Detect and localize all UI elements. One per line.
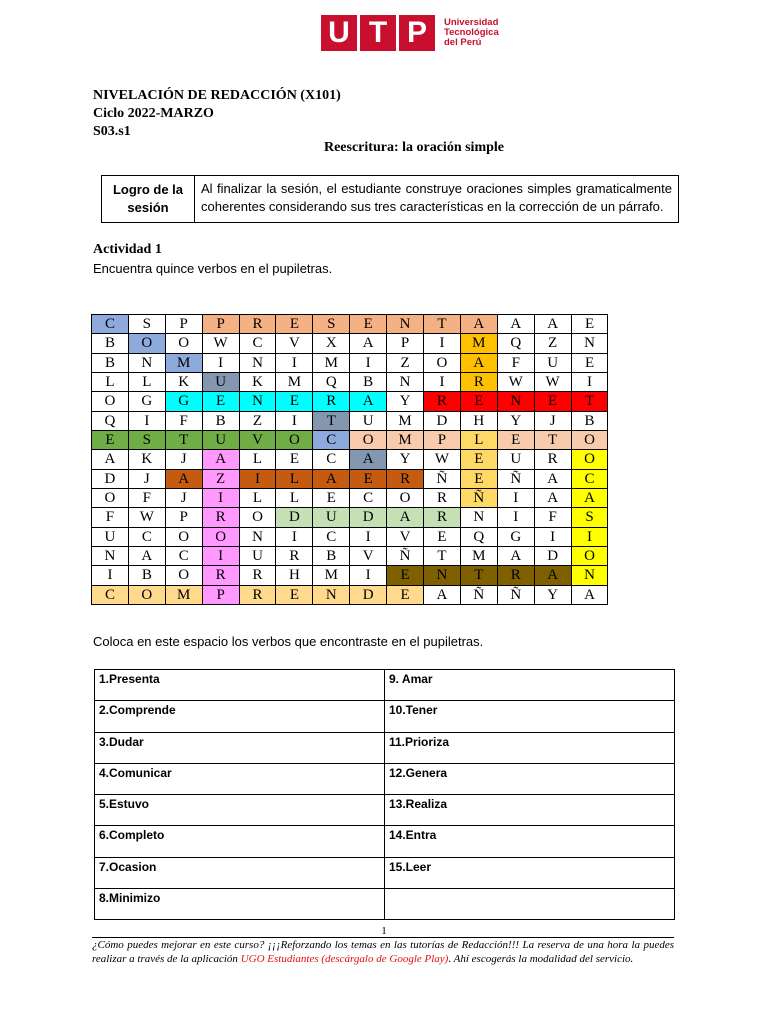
grid-cell: V bbox=[387, 527, 424, 546]
grid-cell: Z bbox=[534, 334, 571, 353]
verb-cell: 7.Ocasion bbox=[95, 857, 385, 888]
grid-cell: T bbox=[534, 430, 571, 449]
verb-cell: 4.Comunicar bbox=[95, 763, 385, 794]
grid-cell: R bbox=[424, 488, 461, 507]
grid-cell: A bbox=[497, 546, 534, 565]
grid-row bbox=[92, 585, 608, 604]
cycle-label: Ciclo 2022-MARZO bbox=[93, 106, 214, 121]
verb-cell: 6.Completo bbox=[95, 826, 385, 857]
verbs-row bbox=[95, 857, 675, 888]
grid-cell: E bbox=[202, 392, 239, 411]
grid-cell: D bbox=[534, 546, 571, 565]
grid-cell: E bbox=[350, 315, 387, 334]
grid-cell: A bbox=[202, 450, 239, 469]
grid-cell: I bbox=[202, 546, 239, 565]
grid-cell: H bbox=[276, 566, 313, 585]
grid-cell: Y bbox=[387, 450, 424, 469]
verbs-row bbox=[95, 826, 675, 857]
grid-cell: A bbox=[534, 315, 571, 334]
grid-cell: U bbox=[239, 546, 276, 565]
grid-cell: A bbox=[387, 508, 424, 527]
grid-cell: O bbox=[202, 527, 239, 546]
grid-cell: C bbox=[92, 585, 129, 604]
grid-cell: R bbox=[276, 546, 313, 565]
grid-cell: X bbox=[313, 334, 350, 353]
grid-cell: E bbox=[571, 315, 608, 334]
grid-cell: I bbox=[92, 566, 129, 585]
grid-cell: O bbox=[571, 450, 608, 469]
document-header bbox=[93, 87, 341, 141]
grid-cell: C bbox=[313, 430, 350, 449]
grid-cell: A bbox=[350, 334, 387, 353]
grid-cell: L bbox=[239, 488, 276, 507]
grid-cell: L bbox=[276, 488, 313, 507]
grid-cell: R bbox=[313, 392, 350, 411]
grid-row bbox=[92, 334, 608, 353]
ugo-app-link[interactable]: UGO Estudiantes (descárgalo de Google Play) bbox=[240, 952, 449, 965]
grid-cell: I bbox=[571, 372, 608, 391]
grid-cell: F bbox=[165, 411, 202, 430]
grid-cell: O bbox=[92, 488, 129, 507]
grid-cell: N bbox=[424, 566, 461, 585]
grid-cell: I bbox=[497, 508, 534, 527]
grid-cell: E bbox=[276, 450, 313, 469]
grid-cell: A bbox=[460, 353, 497, 372]
verbs-row bbox=[95, 701, 675, 732]
grid-cell: B bbox=[313, 546, 350, 565]
grid-cell: Z bbox=[202, 469, 239, 488]
grid-cell: C bbox=[313, 527, 350, 546]
grid-cell: O bbox=[571, 430, 608, 449]
grid-cell: U bbox=[202, 430, 239, 449]
grid-cell: U bbox=[350, 411, 387, 430]
grid-row bbox=[92, 546, 608, 565]
grid-cell: T bbox=[424, 546, 461, 565]
grid-cell: T bbox=[460, 566, 497, 585]
grid-cell: A bbox=[313, 469, 350, 488]
grid-cell: I bbox=[571, 527, 608, 546]
grid-cell: L bbox=[92, 372, 129, 391]
grid-cell: S bbox=[128, 315, 165, 334]
grid-cell: M bbox=[165, 353, 202, 372]
grid-row bbox=[92, 372, 608, 391]
grid-cell: D bbox=[92, 469, 129, 488]
grid-cell: M bbox=[460, 546, 497, 565]
verb-cell: 1.Presenta bbox=[95, 670, 385, 701]
grid-cell: M bbox=[313, 353, 350, 372]
logo-letter-u: U bbox=[321, 15, 357, 51]
verbs-row bbox=[95, 889, 675, 920]
grid-cell: J bbox=[534, 411, 571, 430]
verbs-table bbox=[94, 669, 675, 920]
grid-cell: A bbox=[460, 315, 497, 334]
grid-cell: T bbox=[165, 430, 202, 449]
grid-cell: P bbox=[424, 430, 461, 449]
grid-cell: B bbox=[202, 411, 239, 430]
grid-row bbox=[92, 527, 608, 546]
verbs-row bbox=[95, 670, 675, 701]
grid-cell: E bbox=[460, 392, 497, 411]
grid-cell: Q bbox=[313, 372, 350, 391]
grid-cell: T bbox=[571, 392, 608, 411]
grid-cell: C bbox=[350, 488, 387, 507]
grid-cell: D bbox=[424, 411, 461, 430]
grid-cell: W bbox=[534, 372, 571, 391]
grid-cell: O bbox=[350, 430, 387, 449]
grid-cell: W bbox=[128, 508, 165, 527]
grid-cell: I bbox=[497, 488, 534, 507]
grid-cell: I bbox=[350, 566, 387, 585]
grid-cell: Q bbox=[497, 334, 534, 353]
grid-cell: E bbox=[497, 430, 534, 449]
grid-cell: E bbox=[350, 469, 387, 488]
verbs-row bbox=[95, 795, 675, 826]
grid-cell: O bbox=[387, 488, 424, 507]
grid-cell: F bbox=[92, 508, 129, 527]
grid-cell: Ñ bbox=[497, 585, 534, 604]
grid-cell: I bbox=[534, 527, 571, 546]
grid-cell: T bbox=[424, 315, 461, 334]
grid-cell: S bbox=[571, 508, 608, 527]
grid-cell: M bbox=[165, 585, 202, 604]
word-search-grid bbox=[91, 314, 608, 605]
grid-row bbox=[92, 315, 608, 334]
grid-cell: I bbox=[424, 372, 461, 391]
utp-logo bbox=[321, 14, 499, 52]
page-number: 1 bbox=[381, 925, 387, 937]
grid-row bbox=[92, 508, 608, 527]
grid-cell: R bbox=[497, 566, 534, 585]
grid-cell: U bbox=[497, 450, 534, 469]
grid-cell: W bbox=[497, 372, 534, 391]
verb-cell: 5.Estuvo bbox=[95, 795, 385, 826]
grid-cell: Ñ bbox=[387, 546, 424, 565]
grid-cell: E bbox=[424, 527, 461, 546]
grid-cell: Ñ bbox=[460, 488, 497, 507]
grid-cell: R bbox=[534, 450, 571, 469]
grid-cell: N bbox=[128, 353, 165, 372]
activity-instruction: Encuentra quince verbos en el pupiletras. bbox=[93, 261, 333, 276]
grid-cell: L bbox=[239, 450, 276, 469]
grid-cell: A bbox=[92, 450, 129, 469]
grid-cell: A bbox=[350, 392, 387, 411]
grid-cell: D bbox=[350, 585, 387, 604]
grid-cell: N bbox=[239, 353, 276, 372]
grid-cell: O bbox=[165, 527, 202, 546]
grid-cell: W bbox=[202, 334, 239, 353]
grid-row bbox=[92, 411, 608, 430]
grid-cell: B bbox=[92, 353, 129, 372]
grid-cell: I bbox=[239, 469, 276, 488]
verb-cell: 8.Minimizo bbox=[95, 889, 385, 920]
logro-label: Logro de la sesión bbox=[102, 176, 195, 222]
grid-cell: O bbox=[424, 353, 461, 372]
verb-cell: 3.Dudar bbox=[95, 732, 385, 763]
grid-cell: P bbox=[165, 315, 202, 334]
grid-cell: L bbox=[276, 469, 313, 488]
grid-cell: M bbox=[387, 430, 424, 449]
grid-cell: Ñ bbox=[497, 469, 534, 488]
grid-cell: C bbox=[128, 527, 165, 546]
grid-cell: N bbox=[387, 315, 424, 334]
verb-cell: 13.Realiza bbox=[385, 795, 675, 826]
grid-cell: I bbox=[424, 334, 461, 353]
verb-cell: 2.Comprende bbox=[95, 701, 385, 732]
grid-cell: U bbox=[313, 508, 350, 527]
grid-cell: U bbox=[202, 372, 239, 391]
grid-cell: I bbox=[350, 353, 387, 372]
grid-cell: O bbox=[128, 585, 165, 604]
grid-cell: W bbox=[424, 450, 461, 469]
grid-cell: V bbox=[239, 430, 276, 449]
logo-letter-t: T bbox=[360, 15, 396, 51]
grid-cell: J bbox=[165, 488, 202, 507]
grid-cell: A bbox=[571, 488, 608, 507]
grid-cell: R bbox=[239, 585, 276, 604]
grid-cell: B bbox=[350, 372, 387, 391]
grid-cell: P bbox=[202, 315, 239, 334]
grid-cell: N bbox=[239, 392, 276, 411]
grid-cell: Z bbox=[239, 411, 276, 430]
grid-cell: R bbox=[202, 508, 239, 527]
grid-cell: N bbox=[460, 508, 497, 527]
grid-cell: R bbox=[239, 566, 276, 585]
grid-cell: L bbox=[128, 372, 165, 391]
grid-row bbox=[92, 392, 608, 411]
logo-university-name: Universidad Tecnológica del Perú bbox=[444, 17, 499, 48]
grid-cell: A bbox=[350, 450, 387, 469]
grid-cell: M bbox=[276, 372, 313, 391]
verbs-instruction: Coloca en este espacio los verbos que encontraste en el pupiletras. bbox=[93, 634, 484, 649]
grid-cell: E bbox=[571, 353, 608, 372]
grid-cell: A bbox=[571, 585, 608, 604]
grid-cell: M bbox=[387, 411, 424, 430]
grid-cell: E bbox=[534, 392, 571, 411]
grid-cell: I bbox=[128, 411, 165, 430]
grid-cell: A bbox=[534, 488, 571, 507]
grid-cell: B bbox=[92, 334, 129, 353]
grid-cell: K bbox=[239, 372, 276, 391]
grid-cell: N bbox=[387, 372, 424, 391]
grid-cell: N bbox=[313, 585, 350, 604]
grid-cell: Ñ bbox=[424, 469, 461, 488]
grid-cell: S bbox=[128, 430, 165, 449]
grid-cell: Q bbox=[92, 411, 129, 430]
grid-cell: O bbox=[92, 392, 129, 411]
grid-cell: E bbox=[92, 430, 129, 449]
grid-cell: R bbox=[460, 372, 497, 391]
verb-cell: 12.Genera bbox=[385, 763, 675, 794]
grid-cell: N bbox=[239, 527, 276, 546]
logo-letter-p: P bbox=[399, 15, 435, 51]
verb-cell bbox=[385, 889, 675, 920]
verb-cell: 15.Leer bbox=[385, 857, 675, 888]
verbs-row bbox=[95, 763, 675, 794]
grid-cell: J bbox=[128, 469, 165, 488]
grid-cell: I bbox=[276, 353, 313, 372]
grid-row bbox=[92, 488, 608, 507]
verb-cell: 10.Tener bbox=[385, 701, 675, 732]
page-title: Reescritura: la oración simple bbox=[323, 140, 504, 155]
session-code: S03.s1 bbox=[93, 124, 131, 139]
grid-cell: F bbox=[534, 508, 571, 527]
grid-cell: A bbox=[534, 566, 571, 585]
verb-cell: 11.Prioriza bbox=[385, 732, 675, 763]
grid-cell: I bbox=[276, 411, 313, 430]
grid-row bbox=[92, 353, 608, 372]
grid-cell: E bbox=[313, 488, 350, 507]
grid-cell: N bbox=[571, 334, 608, 353]
grid-cell: C bbox=[239, 334, 276, 353]
grid-cell: I bbox=[350, 527, 387, 546]
course-title: NIVELACIÓN DE REDACCIÓN (X101) bbox=[93, 88, 341, 103]
grid-cell: A bbox=[165, 469, 202, 488]
grid-cell: L bbox=[460, 430, 497, 449]
grid-cell: G bbox=[165, 392, 202, 411]
grid-row bbox=[92, 430, 608, 449]
grid-cell: E bbox=[387, 585, 424, 604]
grid-cell: H bbox=[460, 411, 497, 430]
grid-cell: A bbox=[497, 315, 534, 334]
grid-cell: E bbox=[276, 585, 313, 604]
verb-cell: 9. Amar bbox=[385, 670, 675, 701]
grid-cell: R bbox=[387, 469, 424, 488]
grid-cell: T bbox=[313, 411, 350, 430]
grid-cell: Y bbox=[387, 392, 424, 411]
grid-cell: O bbox=[571, 546, 608, 565]
grid-cell: M bbox=[460, 334, 497, 353]
grid-cell: U bbox=[534, 353, 571, 372]
grid-cell: I bbox=[202, 353, 239, 372]
grid-cell: M bbox=[313, 566, 350, 585]
grid-cell: C bbox=[165, 546, 202, 565]
grid-cell: F bbox=[497, 353, 534, 372]
grid-cell: A bbox=[534, 469, 571, 488]
grid-cell: V bbox=[276, 334, 313, 353]
grid-cell: N bbox=[497, 392, 534, 411]
grid-cell: S bbox=[313, 315, 350, 334]
grid-cell: Z bbox=[387, 353, 424, 372]
grid-cell: R bbox=[424, 392, 461, 411]
grid-cell: A bbox=[128, 546, 165, 565]
grid-cell: I bbox=[276, 527, 313, 546]
grid-cell: Y bbox=[497, 411, 534, 430]
grid-cell: P bbox=[202, 585, 239, 604]
grid-cell: A bbox=[424, 585, 461, 604]
grid-cell: E bbox=[387, 566, 424, 585]
grid-cell: Q bbox=[460, 527, 497, 546]
activity-title: Actividad 1 bbox=[93, 242, 162, 257]
grid-cell: E bbox=[276, 315, 313, 334]
verb-cell: 14.Entra bbox=[385, 826, 675, 857]
grid-cell: D bbox=[350, 508, 387, 527]
grid-row bbox=[92, 450, 608, 469]
grid-cell: J bbox=[165, 450, 202, 469]
logro-box bbox=[101, 175, 679, 223]
footer-note: ¿Cómo puedes mejorar en este curso? ¡¡¡Reforzando los temas en las tutorías de Redacción!!! La reserva de una hora la puedes realizar a través de la aplicación UGO Estudiantes (descárgalo de Google Play). Ahí escogerás la modalidad del servicio. bbox=[92, 939, 674, 965]
grid-cell: E bbox=[276, 392, 313, 411]
grid-cell: O bbox=[128, 334, 165, 353]
grid-cell: V bbox=[350, 546, 387, 565]
grid-cell: O bbox=[239, 508, 276, 527]
grid-cell: D bbox=[276, 508, 313, 527]
logro-text: Al finalizar la sesión, el estudiante construye oraciones simples gramaticalmente coherentes considerando sus tres características en la corrección de un párrafo. bbox=[201, 181, 672, 214]
grid-cell: B bbox=[128, 566, 165, 585]
grid-cell: K bbox=[128, 450, 165, 469]
grid-row bbox=[92, 566, 608, 585]
grid-cell: N bbox=[92, 546, 129, 565]
grid-cell: R bbox=[424, 508, 461, 527]
grid-row bbox=[92, 469, 608, 488]
grid-cell: K bbox=[165, 372, 202, 391]
grid-cell: N bbox=[571, 566, 608, 585]
grid-cell: G bbox=[497, 527, 534, 546]
grid-cell: E bbox=[460, 469, 497, 488]
grid-cell: R bbox=[202, 566, 239, 585]
grid-cell: O bbox=[165, 566, 202, 585]
grid-cell: U bbox=[92, 527, 129, 546]
footer-divider bbox=[92, 937, 674, 938]
grid-cell: R bbox=[239, 315, 276, 334]
grid-cell: B bbox=[571, 411, 608, 430]
grid-cell: C bbox=[571, 469, 608, 488]
grid-cell: I bbox=[202, 488, 239, 507]
grid-cell: P bbox=[387, 334, 424, 353]
grid-cell: Y bbox=[534, 585, 571, 604]
grid-cell: P bbox=[165, 508, 202, 527]
grid-cell: O bbox=[165, 334, 202, 353]
grid-cell: G bbox=[128, 392, 165, 411]
grid-cell: C bbox=[92, 315, 129, 334]
grid-cell: Ñ bbox=[460, 585, 497, 604]
grid-cell: O bbox=[276, 430, 313, 449]
grid-cell: C bbox=[313, 450, 350, 469]
grid-cell: E bbox=[460, 450, 497, 469]
verbs-row bbox=[95, 732, 675, 763]
grid-cell: F bbox=[128, 488, 165, 507]
